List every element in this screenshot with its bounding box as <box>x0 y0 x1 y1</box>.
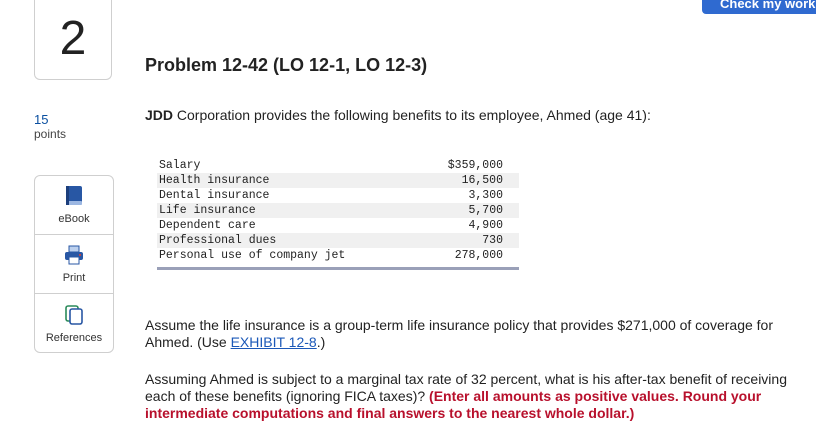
print-button[interactable] <box>35 235 113 294</box>
problem-title: Problem 12-42 (LO 12-1, LO 12-3) <box>145 55 428 75</box>
book-icon <box>64 185 84 207</box>
references-icon <box>64 304 84 326</box>
print-label: Print <box>62 272 86 284</box>
benefit-name: Health insurance <box>159 174 270 187</box>
paragraph1-text: Assume the life insurance is a group-term life insurance policy that provides $271,000 of coverage for Ahmed. (Use <box>145 317 774 350</box>
references-label: References <box>45 331 103 344</box>
check-my-work-button[interactable]: Check my work <box>702 0 816 14</box>
table-padding <box>157 263 519 267</box>
points-label: points <box>34 127 67 141</box>
tools-panel <box>34 175 114 353</box>
intro-text: Corporation provides the following benefits to its employee, Ahmed (age 41): <box>173 107 651 123</box>
ebook-button[interactable] <box>35 176 113 235</box>
company-name: JDD <box>145 107 174 123</box>
benefit-amount: 4,900 <box>468 219 503 232</box>
paragraph1-end: .) <box>316 334 326 350</box>
benefit-amount: 730 <box>482 234 503 247</box>
benefit-amount: 16,500 <box>461 174 503 187</box>
question-paragraph <box>145 371 810 422</box>
benefit-name: Personal use of company jet <box>159 249 346 262</box>
benefit-name: Professional dues <box>159 234 277 247</box>
table-row <box>157 188 519 203</box>
printer-icon <box>63 244 85 266</box>
benefit-name: Salary <box>159 159 201 172</box>
life-insurance-paragraph <box>145 317 810 351</box>
benefit-name: Dental insurance <box>159 189 270 202</box>
table-row <box>157 203 519 218</box>
table-row <box>157 173 519 188</box>
table-row <box>157 233 519 248</box>
benefit-name: Dependent care <box>159 219 256 232</box>
benefit-amount: 278,000 <box>454 249 503 262</box>
problem-intro <box>145 107 651 123</box>
instructions-emphasis: (Enter all amounts as positive values. Round your intermediate computations and final answers to the nearest whole dollar.) <box>145 388 762 421</box>
paragraph2-text: Assuming Ahmed is subject to a marginal tax rate of 32 percent, what is his after-tax benefit of receiving each of these benefits (ignoring FICA taxes)? <box>145 371 787 404</box>
benefit-amount: 5,700 <box>468 204 503 217</box>
benefit-amount: 3,300 <box>468 189 503 202</box>
references-button[interactable] <box>35 294 113 353</box>
benefit-name: Life insurance <box>159 204 256 217</box>
points-value: 15 <box>34 112 49 127</box>
table-row <box>157 158 519 173</box>
table-row <box>157 248 519 263</box>
ebook-label: eBook <box>58 213 90 225</box>
benefit-amount: $359,000 <box>447 159 503 172</box>
question-number: 2 <box>34 0 112 80</box>
exhibit-link[interactable]: EXHIBIT 12-8 <box>230 334 317 350</box>
table-row <box>157 218 519 233</box>
benefits-table <box>157 156 519 270</box>
